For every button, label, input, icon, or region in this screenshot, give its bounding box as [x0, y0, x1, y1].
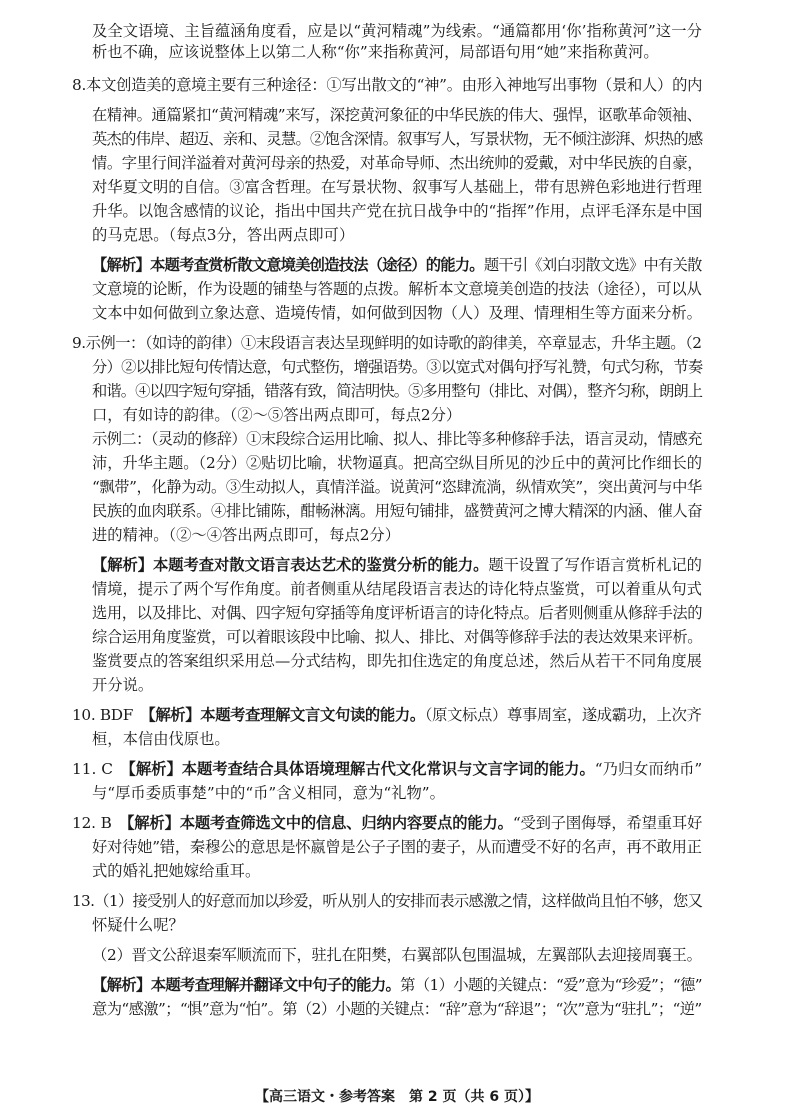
line-text: “乃归女而纳币”	[594, 760, 703, 778]
text-line	[92, 998, 702, 1020]
text-line	[92, 944, 702, 966]
text-line	[92, 20, 702, 42]
line-text: 在精神。通篇紧扣“黄河精魂”来写，深挖黄河象征的中华民族的伟大、强悍，讴歌革命领袖、	[92, 106, 702, 124]
text-line	[92, 254, 701, 276]
text-line	[92, 728, 230, 750]
analysis-heading: 【解析】本题考查筛选文中的信息、归纳内容要点的能力。	[126, 814, 513, 832]
text-line	[92, 428, 702, 450]
text-line	[92, 380, 702, 402]
line-text: 怀疑什么呢？	[92, 916, 184, 934]
line-text: 文意境的论断，作为设题的铺垫与答题的点拨。解析本文意境美创造的技法（途径），可以从	[92, 280, 702, 298]
line-text: 情境，提示了两个写作角度。前者侧重从结尾段语言表达的诗化特点鉴赏，可以着重从句式	[92, 580, 702, 598]
line-text: 沛，升华主题。（2分）②贴切比喻，状物逼真。把高空纵目所见的沙丘中的黄河比作细长的	[92, 454, 702, 472]
line-text: 开分说。	[92, 676, 154, 694]
text-line	[92, 500, 702, 522]
text-line	[92, 914, 184, 936]
text-line	[92, 674, 153, 696]
text-line	[92, 176, 702, 198]
line-text: 8.本文创造美的意境主要有三种途径：①写出散文的“神”。由形入神地写出事物（景和人）的内	[72, 76, 703, 94]
analysis-heading: 【解析】本题考查赏析散文意境美创造技法（途径）的能力。	[92, 256, 484, 274]
text-line	[92, 452, 702, 474]
line-text: 对华夏文明的自信。③富含哲理。在写景状物、叙事写人基础上，带有思辨色彩地进行哲理	[92, 178, 702, 196]
line-text: 9.示例一：（如诗的韵律）①末段语言表达呈现鲜明的如诗歌的韵律美，卒章显志，升华主题。（2	[72, 334, 702, 352]
line-text: 分）②以排比短句传情达意，句式整伤，增强语势。③以宽式对偶句抒写礼赞，句式匀称，节奏	[92, 358, 703, 376]
text-line	[92, 200, 702, 222]
text-line	[72, 890, 702, 912]
line-text: 析也不确，应该说整体上以第二人称“你”来指称黄河，局部语句用“她”来指称黄河。	[92, 43, 659, 61]
page-footer: 【高三语文・参考答案 第 2 页（共 6 页）】	[255, 1089, 539, 1105]
text-line	[92, 476, 702, 498]
text-line	[92, 356, 702, 378]
text-line	[92, 302, 702, 324]
text-line	[72, 332, 702, 354]
line-text: 鉴赏要点的答案组织采用总—分式结构，即先扣住选定的角度总述，然后从若干不同角度展	[92, 652, 702, 670]
line-text: 综合运用角度鉴赏，可以着眼该段中比喻、拟人、排比、对偶等修辞手法的表达效果来评析。	[92, 628, 703, 646]
analysis-heading: 【解析】本题考查结合具体语境理解古代文化常识与文言字词的能力。	[128, 760, 595, 778]
text-line	[92, 974, 702, 996]
line-text: “飘带”，化静为动。③生动拟人，真情洋溢。说黄河“恣肆流淌，纵情欢笑”，突出黄河与中华	[92, 478, 702, 496]
line-text: 与“厚币委质事楚”中的“币”含义相同，意为“礼物”。	[92, 784, 445, 802]
text-line	[92, 524, 400, 546]
line-text: 口，有如诗的韵律。（②～⑤答出两点即可，每点2分）	[92, 406, 462, 424]
text-line	[72, 812, 702, 834]
line-text: 式的婚礼把她嫁给重耳。	[92, 862, 261, 880]
text-line	[92, 278, 702, 300]
line-text: 桓，本信由伐原也。	[92, 730, 230, 748]
text-line	[72, 758, 702, 780]
text-line	[92, 41, 659, 63]
line-text: 选用，以及排比、对偶、四字短句穿插等角度评析语言的诗化特点。后者则侧重从修辞手法的	[92, 604, 703, 622]
analysis-heading: 【解析】本题考查理解文言文句读的能力。	[148, 706, 425, 724]
line-text: 民族的血肉联系。④排比铺陈，酣畅淋漓。用短句铺排，盛赞黄河之博大精深的内涵、催人奋	[92, 502, 703, 520]
text-line	[92, 602, 702, 624]
text-line	[92, 554, 702, 576]
line-text: 升华。以饱含感情的议论，指出中国共产党在抗日战争中的“指挥”作用，点评毛泽东是中国	[92, 202, 703, 220]
line-text: 情。字里行间洋溢着对黄河母亲的热爱，对革命导师、杰出统帅的爱戴，对中华民族的自豪，	[92, 154, 703, 172]
line-text: 和谐。④以四字短句穿插，错落有致，简洁明快。⑤多用整句（排比、对偶），整齐匀称，朗朗上	[92, 382, 703, 400]
text-line	[92, 650, 702, 672]
text-line	[92, 104, 702, 126]
line-text: 文本中如何做到立象达意、造境传情，如何做到因物（人）及理、情理相生等方面来分析。	[92, 304, 702, 322]
line-text: 的马克思。（每点3分，答出两点即可）	[92, 226, 355, 244]
line-text: （原文标点）尊事周室，遂成霸功，上次齐	[424, 706, 702, 724]
text-line	[92, 224, 354, 246]
line-text: 英杰的伟岸、超迈、亲和、灵慧。②饱含深情。叙事写人，写景状物，无不倾注澎湃、炽热的感	[92, 130, 703, 148]
text-line	[92, 578, 702, 600]
line-text: 题干引《刘白羽散文选》中有关散	[483, 256, 702, 274]
line-text: 及全文语境、主旨蕴涵角度看，应是以“黄河精魂”为线索。“通篇都用‘你’指称黄河”这一分	[92, 22, 702, 40]
line-text: “受到子圉侮辱，希望重耳好	[512, 814, 703, 832]
line-text: 示例二：（灵动的修辞）①末段综合运用比喻、拟人、排比等多种修辞手法，语言灵动，情感充	[92, 430, 702, 448]
text-line	[92, 128, 702, 150]
text-line	[92, 404, 461, 426]
text-line	[92, 626, 702, 648]
line-text: （2）晋文公辞退秦军顺流而下，驻扎在阳樊，右翼部队包围温城，左翼部队去迎接周襄王。	[92, 946, 702, 964]
analysis-heading: 【解析】本题考查对散文语言表达艺术的鉴赏分析的能力。	[92, 556, 489, 574]
text-line	[72, 74, 702, 96]
line-text: 题干设置了写作语言赏析札记的	[488, 556, 702, 574]
line-text: 第（1）小题的关键点：“爱”意为“珍爱”；“德”	[400, 976, 702, 994]
question-answer-prefix: 11. C	[72, 760, 129, 778]
text-line	[72, 704, 702, 726]
line-text: 好对待她”错，秦穆公的意思是怀嬴曾是公子子圉的妻子，从而遭受不好的名声，再不敢用正	[92, 838, 702, 856]
text-line	[92, 152, 702, 174]
line-text: 13.（1）接受别人的好意而加以珍爱，听从别人的安排而表示感激之情，这样做尚且怕不够，您又	[72, 892, 703, 910]
text-line	[92, 782, 445, 804]
text-line	[92, 836, 702, 858]
analysis-heading: 【解析】本题考查理解并翻译文中句子的能力。	[92, 976, 401, 994]
text-line	[92, 860, 260, 882]
question-answer-prefix: 12. B	[72, 814, 127, 832]
question-answer-prefix: 10. BDF	[72, 706, 148, 724]
line-text: 进的精神。（②～④答出两点即可，每点2分）	[92, 526, 401, 544]
line-text: 意为“感激”；“惧”意为“怕”。第（2）小题的关键点：“辞”意为“辞退”；“次”意为“驻扎”；“逆”	[92, 1000, 702, 1018]
